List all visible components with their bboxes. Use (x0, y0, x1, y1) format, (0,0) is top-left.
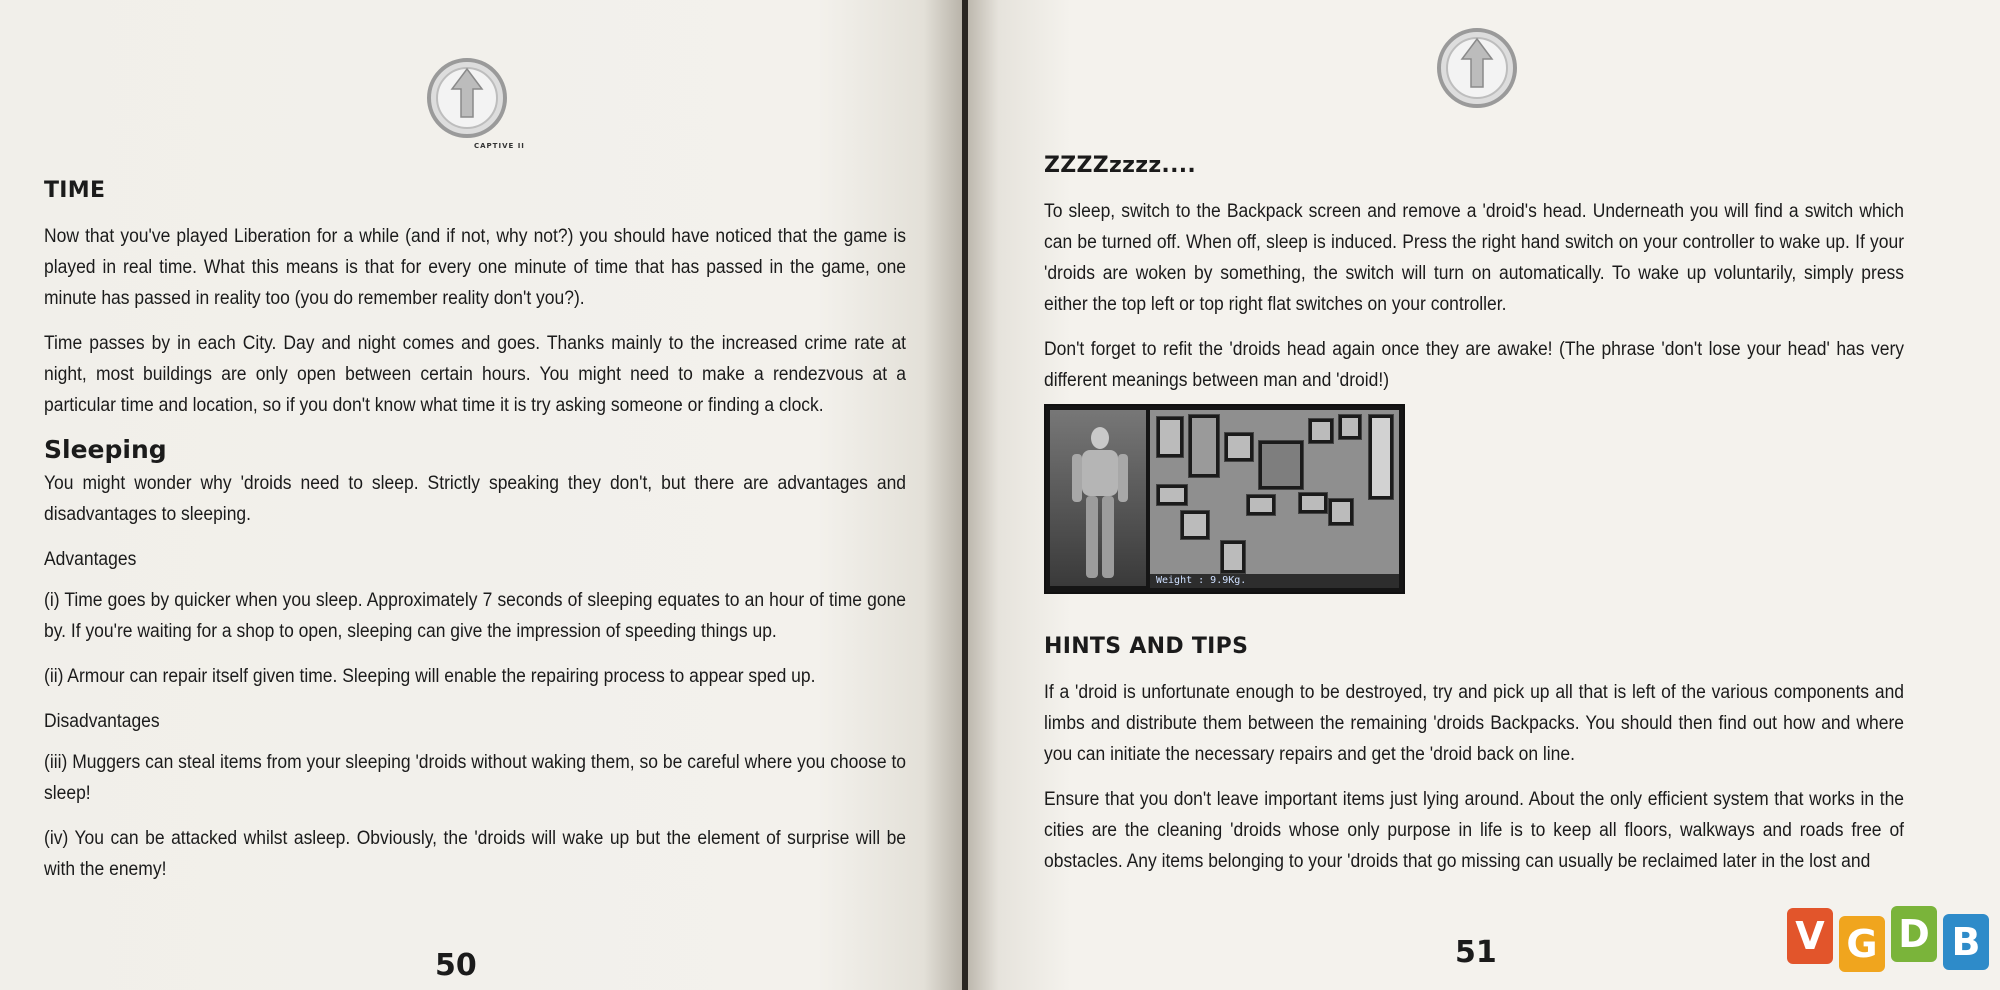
page-number-right: 51 (1455, 935, 1497, 970)
advantage-item: (ii) Armour can repair itself given time. Sleeping will enable the repairing process to appear sped up. (44, 666, 816, 687)
left-page (0, 0, 962, 990)
inventory-slot (1308, 418, 1334, 444)
right-column (1044, 153, 1904, 891)
droid-figure-panel (1050, 410, 1146, 586)
sleep-paragraph: Don't forget to refit the 'droids head again once they are awake! (The phrase 'don't lose your head' has very different meanings between man and 'droid!) (1044, 339, 1905, 391)
section-heading-time: TIME (44, 178, 106, 203)
droid-figure-icon (1068, 424, 1132, 584)
disadvantage-item: (iii) Muggers can steal items from your sleeping 'droids without waking them, so be careful where you choose to sleep! (44, 752, 907, 804)
sleep-paragraph: To sleep, switch to the Backpack screen and remove a 'droid's head. Underneath you will find a switch which can be turned off. When off, sleep is induced. Press the right hand switch on your controller to wake up. If your 'droids are woken by something, the switch will turn on automatically. To wake up voluntarily, simply press either the top left or top right flat switches on your controller. (1044, 201, 1905, 315)
time-paragraph: Time passes by in each City. Day and night comes and goes. Thanks mainly to the increased crime rate at night, most buildings are only open between certain hours. You might need to make a rendezvous at a particular time and location, so if you don't know what time it is try asking someone or finding a clock. (44, 333, 907, 416)
captive-emblem-icon (424, 55, 510, 141)
hints-paragraph: If a 'droid is unfortunate enough to be destroyed, try and pick up all that is left of the various components and limbs and distribute them between the remaining 'droids Backpacks. You should then find out how and where you can initiate the necessary repairs and get the 'droid back on line. (1044, 682, 1905, 765)
advantages-label: Advantages (44, 549, 137, 570)
section-heading-hints: HINTS AND TIPS (1044, 634, 1249, 659)
inventory-slot (1220, 540, 1246, 574)
inventory-slot (1258, 440, 1304, 490)
inventory-slot (1246, 494, 1276, 516)
inventory-slot (1180, 510, 1210, 540)
time-paragraph: Now that you've played Liberation for a while (and if not, why not?) you should have noticed that the game is played in real time. What this means is that for every one minute of time that has passed in the game, one minute has passed in reality too (you do remember reality don't you?). (44, 226, 907, 309)
advantage-item: (i) Time goes by quicker when you sleep. Approximately 7 seconds of sleeping equates to an hour of time gone by. If you're waiting for a shop to open, sleeping can give the impression of speeding things up. (44, 590, 907, 642)
inventory-slot (1224, 432, 1254, 462)
backpack-screenshot (1044, 404, 1405, 594)
page-number-left: 50 (435, 948, 477, 983)
weight-readout: Weight : 9.9Kg. (1150, 574, 1399, 588)
inventory-slot (1188, 414, 1220, 478)
inventory-slot (1338, 414, 1362, 440)
vgdb-watermark-logo (1787, 902, 1997, 974)
backpack-grid (1150, 410, 1399, 574)
left-column (44, 178, 906, 899)
watermark-letter: D (1891, 906, 1937, 962)
inventory-slot (1298, 492, 1328, 514)
disadvantage-item: (iv) You can be attacked whilst asleep. Obviously, the 'droids will wake up but the element of surprise will be with the enemy! (44, 828, 907, 880)
captive-emblem-icon (1434, 25, 1520, 111)
sleeping-intro: You might wonder why 'droids need to sleep. Strictly speaking they don't, but there are advantages and disadvantages to sleeping. (44, 473, 907, 525)
inventory-slot (1368, 414, 1394, 500)
section-heading-zzz: ZZZZzzzz.... (1044, 153, 1197, 178)
emblem-caption: CAPTIVE II (474, 142, 525, 150)
inventory-slot (1156, 484, 1188, 506)
watermark-letter: G (1839, 916, 1885, 972)
hints-paragraph: Ensure that you don't leave important items just lying around. About the only efficient system that works in the cities are the cleaning 'droids whose only purpose in life is to keep all floors, walkways and roads free of obstacles. Any items belonging to your 'droids that go missing can usually be reclaimed later in the lost and (1044, 789, 1905, 872)
inventory-slot (1156, 416, 1184, 458)
disadvantages-label: Disadvantages (44, 711, 160, 732)
inventory-slot (1328, 498, 1354, 526)
watermark-letter: B (1943, 914, 1989, 970)
subheading-sleeping: Sleeping (44, 435, 167, 464)
right-page (968, 0, 2000, 990)
watermark-letter: V (1787, 908, 1833, 964)
